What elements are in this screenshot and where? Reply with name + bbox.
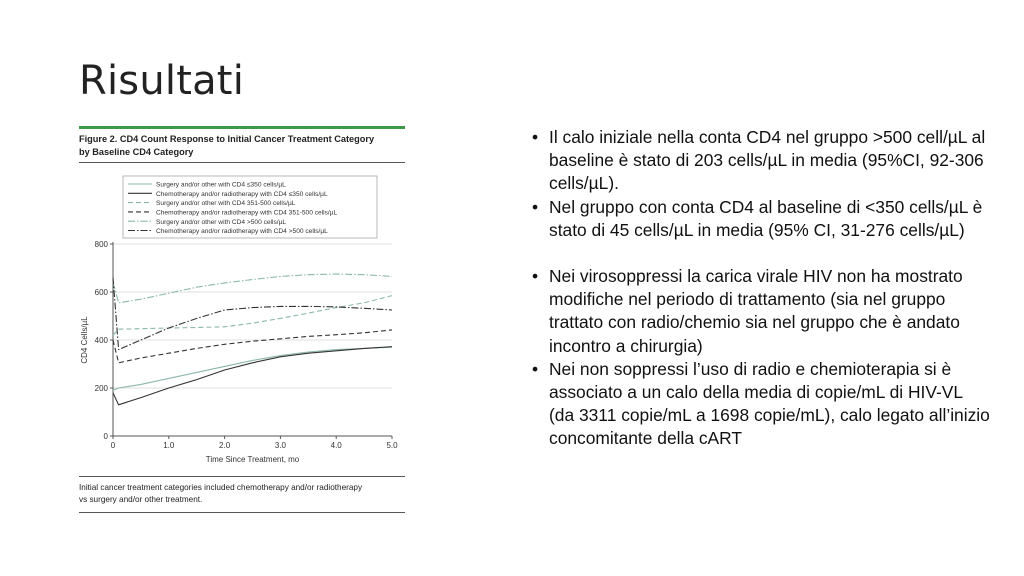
figure-panel — [79, 126, 405, 516]
x-tick-label: 4.0 — [330, 441, 342, 450]
x-tick-label: 2.0 — [219, 441, 231, 450]
y-tick-label: 600 — [94, 288, 108, 297]
legend-label: Chemotherapy and/or radiotherapy with CD4 351-500 cells/µL — [156, 209, 338, 217]
series-line — [113, 278, 392, 350]
bullet-symbol: • — [532, 127, 539, 147]
results-bullet-list — [532, 126, 992, 451]
legend-label: Surgery and/or other with CD4 351-500 cells/µL — [156, 200, 296, 208]
legend-label: Surgery and/or other with CD4 ≤350 cells/µL — [156, 181, 286, 189]
cd4-line-chart — [79, 166, 405, 476]
legend-label: Chemotherapy and/or radiotherapy with CD4 ≤350 cells/µL — [156, 190, 328, 198]
series-line — [113, 296, 392, 336]
figure-accent-bar — [79, 126, 405, 129]
bullet-item — [532, 358, 992, 451]
bullet-text: Nei non soppressi l’uso di radio e chemioterapia si è associato a un calo della media di copie/mL di HIV-VL (da 3311 copie/mL a 1698 copie/mL), calo legato all’inizio concomitante della cART — [549, 358, 990, 449]
y-axis-title: CD4 Cells/µL — [80, 316, 89, 364]
bullet-text: Nei virosoppressi la carica virale HIV non ha mostrato modifiche nel periodo di trattamento (sia nel gruppo trattato con radio/chemio sia nel gruppo che è andato incontro a chirurgia) — [549, 266, 963, 356]
bullet-text: Il calo iniziale nella conta CD4 nel gruppo >500 cell/µL al baseline è stato di 203 cells/µL in media (95%CI, 92-306 cells/µL). — [549, 127, 986, 194]
y-tick-label: 0 — [103, 432, 108, 441]
legend-label: Surgery and/or other with CD4 >500 cells/µL — [156, 218, 287, 226]
figure-caption-line1: Figure 2. CD4 Count Response to Initial Cancer Treatment Category — [79, 134, 375, 144]
x-tick-label: 1.0 — [163, 441, 175, 450]
y-tick-label: 400 — [94, 336, 108, 345]
series-line — [113, 274, 392, 303]
series-line — [113, 330, 392, 363]
figure-caption — [79, 133, 405, 159]
bullet-symbol: • — [532, 266, 539, 287]
figure-caption-line2: by Baseline CD4 Category — [79, 147, 194, 157]
figure-note-line2: vs surgery and/or other treatment. — [79, 494, 203, 504]
series-line — [113, 347, 392, 390]
y-tick-label: 200 — [94, 384, 108, 393]
figure-note-line1: Initial cancer treatment categories included chemotherapy and/or radiotherapy — [79, 483, 363, 492]
figure-rule-top — [79, 162, 405, 163]
y-tick-label: 800 — [94, 240, 108, 249]
figure-rule-bottom — [79, 512, 405, 513]
x-tick-label: 0 — [110, 441, 116, 450]
slide-title: Risultati — [79, 58, 245, 104]
legend-label: Chemotherapy and/or radiotherapy with CD4 >500 cells/µL — [156, 228, 328, 236]
bullet-symbol: • — [532, 358, 539, 379]
bullet-item — [532, 196, 992, 242]
x-axis-title: Time Since Treatment, mo — [205, 455, 300, 464]
x-tick-label: 3.0 — [274, 441, 286, 450]
figure-note — [79, 482, 405, 505]
x-tick-label: 5.0 — [386, 441, 398, 450]
bullet-item — [532, 265, 992, 358]
bullet-text: Nel gruppo con conta CD4 al baseline di <350 cells/µL è stato di 45 cells/µL in media (95% CI, 31-276 cells/µL) — [549, 196, 983, 240]
figure-rule-middle — [79, 476, 405, 477]
bullet-item — [532, 126, 992, 196]
bullet-symbol: • — [532, 196, 539, 217]
